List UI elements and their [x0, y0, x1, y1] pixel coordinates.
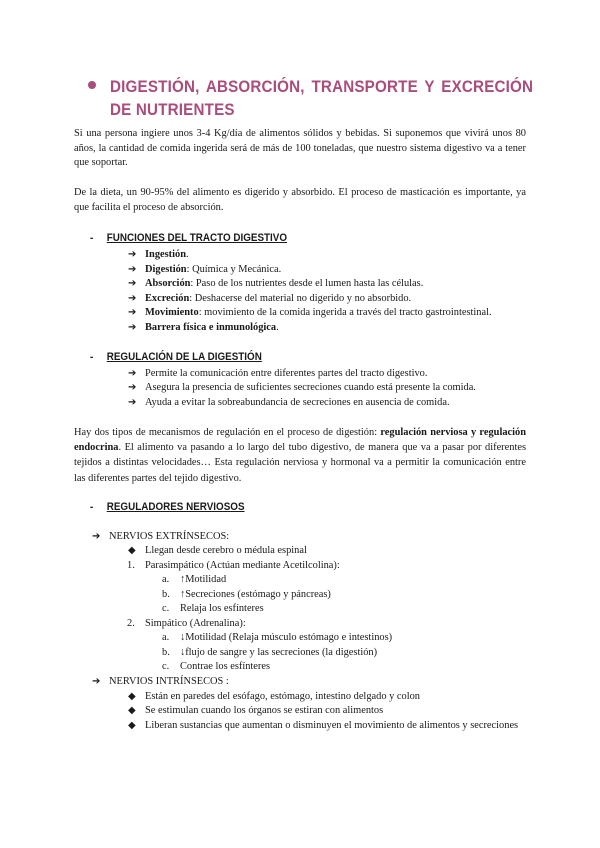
list-letter: c. — [162, 661, 170, 672]
list-item-text: Asegura la presencia de suficientes secreciones cuando está presente la comida. — [145, 382, 476, 393]
term: Excreción — [145, 293, 190, 304]
list-item-text: ↓flujo de sangre y las secreciones (la digestión) — [180, 647, 378, 658]
list-number: 2. — [127, 618, 135, 629]
diamond-bullet-icon: ◆ — [128, 705, 136, 716]
list-item — [128, 381, 476, 396]
list-item — [162, 573, 226, 588]
arrow-icon: ➔ — [128, 293, 137, 304]
list-item-text: ↑Secreciones (estómago y páncreas) — [180, 589, 331, 600]
list-item — [128, 292, 411, 307]
paragraph-text: . El alimento va pasando a lo largo del tubo digestivo, de manera que va a pasar por diferentes tejidos a distintas velocidades… Esta regulación nerviosa y hormonal va a permitir la comunicación entre las diferentes partes del tejido digestivo. — [74, 442, 526, 484]
regulacion-paragraph — [74, 425, 526, 486]
definition: : movimiento de la comida ingerida a través del tracto gastrointestinal. — [198, 307, 492, 318]
definition: : Paso de los nutrientes desde el lumen hasta las células. — [190, 278, 424, 289]
list-item-text: Están en paredes del esófago, estómago, intestino delgado y colon — [145, 691, 420, 702]
definition: . — [186, 249, 189, 260]
arrow-icon: ➔ — [92, 676, 101, 687]
dash-icon: - — [90, 351, 94, 363]
term: Barrera física e inmunológica — [145, 322, 277, 333]
list-item — [162, 602, 264, 617]
list-item — [128, 263, 281, 278]
list-item-text: Relaja los esfínteres — [180, 603, 264, 614]
intro-paragraph-2: De la dieta, un 90-95% del alimento es digerido y absorbido. El proceso de masticación es importante, ya que facilita el proceso de absorción. — [74, 187, 526, 213]
list-item-text: Ayuda a evitar la sobreabundancia de secreciones en ausencia de comida. — [145, 397, 450, 408]
list-item-label: Simpático (Adrenalina): — [145, 618, 246, 629]
arrow-icon: ➔ — [128, 322, 137, 333]
paragraph-text: Hay dos tipos de mecanismos de regulación en el proceso de digestión: — [74, 427, 381, 438]
arrow-icon: ➔ — [128, 264, 137, 275]
section-heading-regulacion — [90, 350, 262, 365]
list-item — [128, 544, 307, 559]
list-letter: c. — [162, 603, 170, 614]
list-item — [128, 690, 420, 705]
list-letter: a. — [162, 632, 170, 643]
list-item-text: Liberan sustancias que aumentan o disminuyen el movimiento de alimentos y secreciones — [145, 720, 519, 731]
section-title: REGULADORES NERVIOSOS — [106, 501, 245, 513]
title-block — [88, 76, 534, 122]
list-item-label: Parasimpático (Actúan mediante Acetilcolina): — [145, 560, 340, 571]
list-item-simpatico — [127, 617, 246, 632]
definition: . — [276, 322, 279, 333]
list-item — [162, 646, 377, 661]
section-heading-reguladores — [90, 500, 245, 515]
definition: : Química y Mecánica. — [186, 264, 282, 275]
list-item — [128, 306, 492, 321]
list-item-label: NERVIOS EXTRÍNSECOS: — [109, 531, 230, 542]
list-item-text: ↓Motilidad (Relaja músculo estómago e intestinos) — [180, 632, 393, 643]
list-item — [128, 367, 427, 382]
list-item-text: Llegan desde cerebro o médula espinal — [145, 545, 307, 556]
list-item — [162, 660, 270, 675]
section-heading-funciones — [90, 231, 287, 246]
page-title: DIGESTIÓN, ABSORCIÓN, TRANSPORTE Y EXCRECIÓN DE NUTRIENTES — [110, 78, 534, 119]
list-item-extrinsecos — [92, 530, 229, 545]
term: Digestión — [145, 264, 187, 275]
paragraph-bold: regulación nerviosa y regulación endocrina — [74, 427, 526, 454]
diamond-bullet-icon: ◆ — [128, 720, 136, 731]
arrow-icon: ➔ — [128, 307, 137, 318]
diamond-bullet-icon: ◆ — [128, 691, 136, 702]
arrow-icon: ➔ — [128, 382, 137, 393]
list-letter: a. — [162, 574, 170, 585]
list-item — [128, 396, 450, 411]
list-letter: b. — [162, 589, 170, 600]
diamond-bullet-icon: ◆ — [128, 545, 136, 556]
list-item — [128, 719, 526, 734]
list-item — [128, 704, 383, 719]
dash-icon: - — [90, 232, 94, 244]
list-item-text: Contrae los esfínteres — [180, 661, 271, 672]
title-bullet-icon — [88, 81, 96, 89]
list-item — [128, 321, 279, 336]
list-letter: b. — [162, 647, 170, 658]
list-item — [162, 631, 392, 646]
list-item-label: NERVIOS INTRÍNSECOS : — [109, 676, 229, 687]
list-item-text: ↑Motilidad — [180, 574, 227, 585]
term: Movimiento — [145, 307, 199, 318]
section-title: FUNCIONES DEL TRACTO DIGESTIVO — [106, 232, 288, 244]
arrow-icon: ➔ — [128, 368, 137, 379]
arrow-icon: ➔ — [128, 278, 137, 289]
term: Absorción — [145, 278, 191, 289]
arrow-icon: ➔ — [92, 531, 101, 542]
list-number: 1. — [127, 560, 135, 571]
list-item-text: Permite la comunicación entre diferentes partes del tracto digestivo. — [145, 368, 428, 379]
list-item — [128, 248, 189, 263]
list-item — [128, 277, 423, 292]
dash-icon: - — [90, 501, 94, 513]
section-title: REGULACIÓN DE LA DIGESTIÓN — [106, 351, 262, 363]
list-item — [162, 588, 331, 603]
term: Ingestión — [145, 249, 186, 260]
definition: : Deshacerse del material no digerido y no absorbido. — [189, 293, 412, 304]
list-item-intrinsecos — [92, 675, 229, 690]
intro-paragraph-1: Si una persona ingiere unos 3-4 Kg/día de alimentos sólidos y bebidas. Si suponemos que vivirá unos 80 años, la cantidad de comida ingerida será de más de 100 toneladas, que nuestro sistema digestivo va a tener que soportar. — [74, 128, 526, 169]
arrow-icon: ➔ — [128, 397, 137, 408]
list-item-parasimpatico — [127, 559, 340, 574]
arrow-icon: ➔ — [128, 249, 137, 260]
list-item-text: Se estimulan cuando los órganos se estiran con alimentos — [145, 705, 384, 716]
